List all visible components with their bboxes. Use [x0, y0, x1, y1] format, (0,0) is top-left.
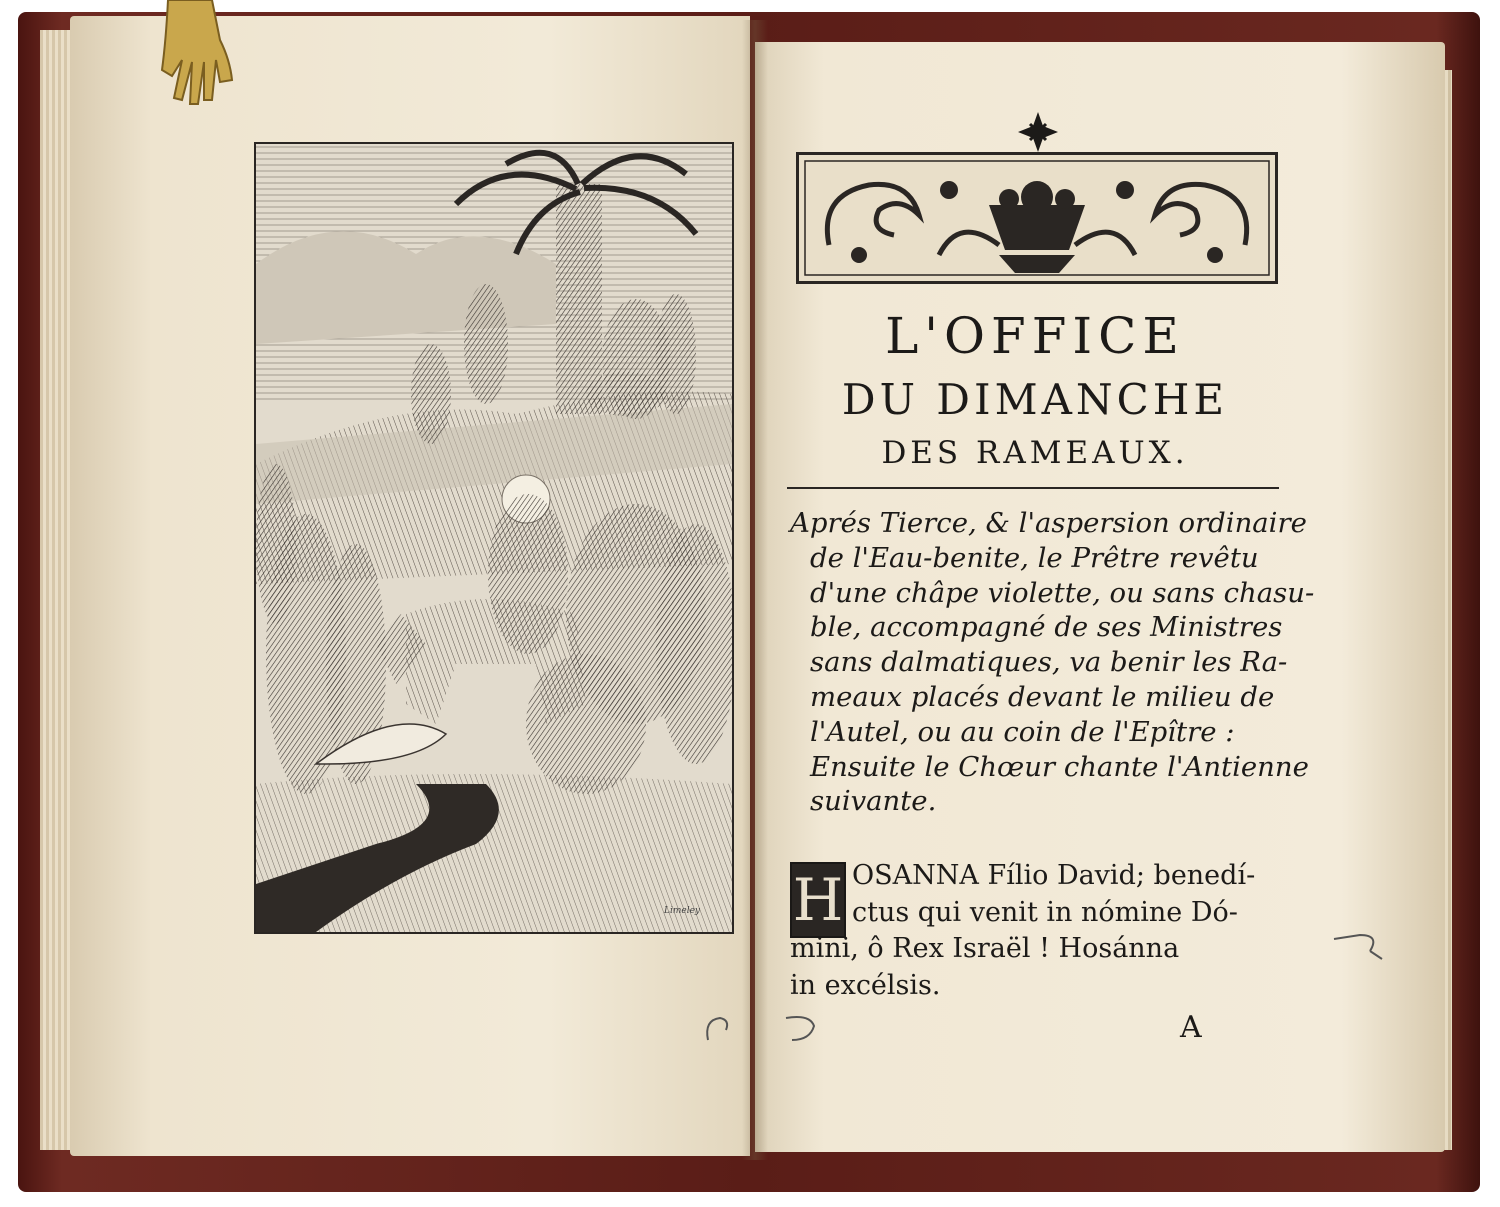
rubric-line: de l'Eau-benite, le Prêtre revêtu: [810, 541, 1259, 574]
title-line-3: DES RAMEAUX.: [881, 435, 1189, 471]
headpiece-ornament-icon: [796, 152, 1278, 284]
antiphon-line: in excélsis.: [790, 969, 941, 1001]
pencil-mark-icon: [700, 1010, 740, 1050]
rubric-line: ble, accompagné de ses Ministres: [810, 611, 1283, 644]
antiphon-paragraph: [790, 858, 1280, 1004]
rubric-line: d'une châpe violette, ou sans chasu-: [810, 576, 1315, 609]
engraving-plate: [254, 142, 734, 934]
book-gutter: [742, 20, 768, 1160]
pencil-mark-icon: [780, 1010, 830, 1050]
plate-signature: Limeley: [664, 906, 701, 916]
rubric-line: l'Autel, ou au coin de l'Epître :: [810, 715, 1235, 748]
title-line-1: L'OFFICE: [885, 307, 1185, 365]
engraving-illustration: [256, 144, 732, 932]
brass-page-clip-icon: [120, 0, 260, 112]
antiphon-line: ctus qui venit in nómine Dó-: [852, 896, 1238, 928]
pencil-mark-icon: [1330, 925, 1390, 965]
antiphon-line: mini, ô Rex Israël ! Hosánna: [790, 933, 1180, 964]
rubric-line: sans dalmatiques, va benir les Ra-: [810, 646, 1288, 679]
rubric-line: Ensuite le Chœur chante l'Antienne: [810, 750, 1309, 783]
dropcap-letter: H: [792, 866, 844, 934]
cross-pattee-icon: [1016, 110, 1060, 154]
rubric-line: meaux placés devant le milieu de: [810, 680, 1275, 713]
rubric-line: Aprés Tierce, & l'aspersion ordinaire: [790, 507, 1307, 539]
rubric-line: suivante.: [810, 785, 937, 818]
antiphon-line: OSANNA Fílio David; benedí-: [852, 860, 1256, 891]
rubric-paragraph: [790, 506, 1315, 819]
title-rule: [787, 487, 1279, 489]
signature-mark: A: [1180, 1010, 1202, 1045]
title-line-2: DU DIMANCHE: [841, 375, 1229, 424]
